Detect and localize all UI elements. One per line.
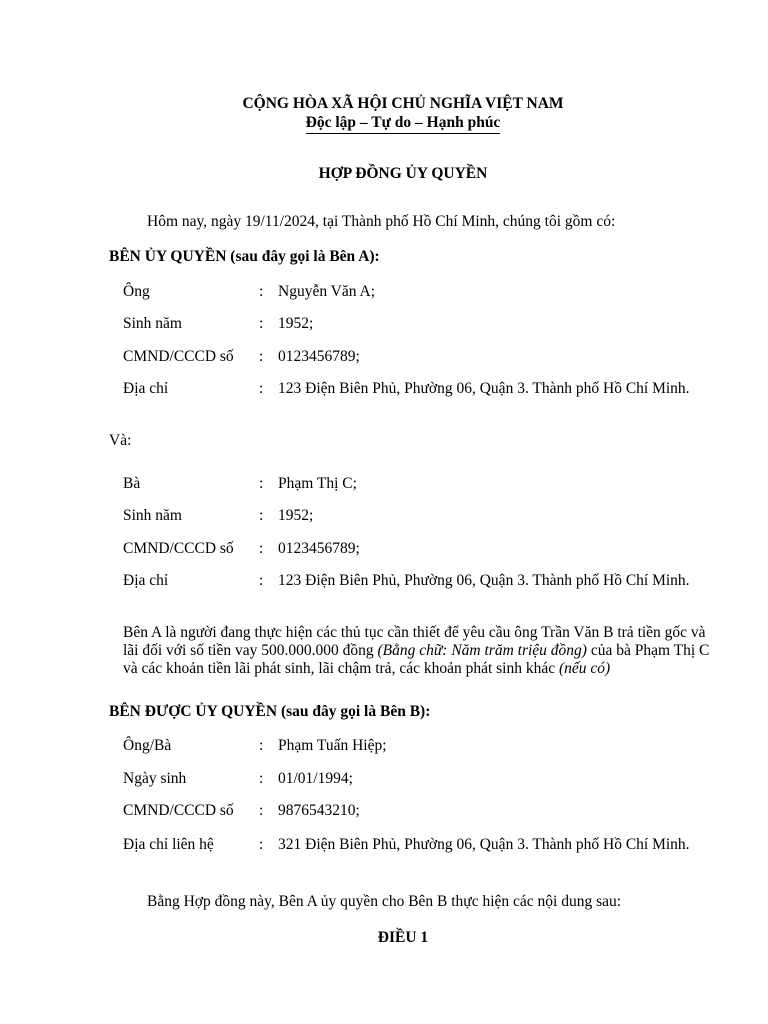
field-colon: : bbox=[259, 315, 264, 332]
field-label: CMND/CCCD số bbox=[123, 802, 234, 819]
party-a-description bbox=[123, 624, 713, 678]
field-value: 321 Điện Biên Phủ, Phường 06, Quận 3. Thành phố Hồ Chí Minh. bbox=[278, 836, 690, 853]
field-value: 0123456789; bbox=[278, 348, 360, 365]
field-colon: : bbox=[259, 802, 264, 819]
field-value: 1952; bbox=[278, 315, 314, 332]
field-label: Sinh năm bbox=[123, 315, 182, 332]
national-motto: Độc lập – Tự do – Hạnh phúc bbox=[306, 114, 501, 134]
and-label: Và: bbox=[109, 432, 132, 449]
field-label: CMND/CCCD số bbox=[123, 540, 234, 557]
article-1-heading: ĐIỀU 1 bbox=[377, 929, 429, 946]
field-value: 01/01/1994; bbox=[278, 770, 353, 787]
field-label: Sinh năm bbox=[123, 507, 182, 524]
description-text: Bên A là người đang thực hiện các thủ tục cần thiết để yêu cầu ông Trần Văn B trả tiền gốc và lãi đối với số tiền vay 500.000.000 đồng bbox=[123, 624, 706, 659]
field-label: Địa chỉ liên hệ bbox=[123, 836, 214, 853]
field-label: Ông bbox=[123, 283, 150, 300]
field-value: Phạm Thị C; bbox=[278, 475, 357, 492]
field-colon: : bbox=[259, 572, 264, 589]
field-value: 1952; bbox=[278, 507, 314, 524]
field-colon: : bbox=[259, 540, 264, 557]
field-label: Địa chỉ bbox=[123, 380, 169, 397]
national-motto-wrap bbox=[0, 114, 768, 134]
field-label: Địa chỉ bbox=[123, 572, 169, 589]
party-a-heading: BÊN ỦY QUYỀN (sau đây gọi là Bên A): bbox=[109, 248, 380, 265]
field-colon: : bbox=[259, 380, 264, 397]
field-value: 9876543210; bbox=[278, 802, 360, 819]
country-name: CỘNG HÒA XÃ HỘI CHỦ NGHĨA VIỆT NAM bbox=[242, 95, 564, 112]
field-colon: : bbox=[259, 770, 264, 787]
closing-text: Bằng Hợp đồng này, Bên A ủy quyền cho Bên B thực hiện các nội dung sau: bbox=[147, 893, 622, 910]
field-colon: : bbox=[259, 836, 264, 853]
field-value: 123 Điện Biên Phủ, Phường 06, Quận 3. Thành phố Hồ Chí Minh. bbox=[278, 572, 690, 589]
description-amount-in-words: (Bằng chữ: Năm trăm triệu đồng) bbox=[377, 642, 587, 659]
field-label: Bà bbox=[123, 475, 141, 492]
field-label: Ông/Bà bbox=[123, 737, 172, 754]
field-colon: : bbox=[259, 283, 264, 300]
field-colon: : bbox=[259, 348, 264, 365]
party-b-heading: BÊN ĐƯỢC ỦY QUYỀN (sau đây gọi là Bên B): bbox=[109, 703, 431, 720]
field-colon: : bbox=[259, 507, 264, 524]
description-text: của bà Phạm Thị C và các khoản tiền lãi phát sinh, lãi chậm trả, các khoản phát sinh khác bbox=[123, 642, 710, 677]
field-label: CMND/CCCD số bbox=[123, 348, 234, 365]
field-label: Ngày sinh bbox=[123, 770, 187, 787]
field-value: 0123456789; bbox=[278, 540, 360, 557]
field-colon: : bbox=[259, 475, 264, 492]
field-value: Nguyễn Văn A; bbox=[278, 283, 376, 300]
field-value: 123 Điện Biên Phủ, Phường 06, Quận 3. Thành phố Hồ Chí Minh. bbox=[278, 380, 690, 397]
field-colon: : bbox=[259, 737, 264, 754]
document-title: HỢP ĐỒNG ỦY QUYỀN bbox=[318, 165, 488, 182]
field-value: Phạm Tuấn Hiệp; bbox=[278, 737, 387, 754]
description-if-any: (nếu có) bbox=[559, 660, 611, 677]
intro-text: Hôm nay, ngày 19/11/2024, tại Thành phố Hồ Chí Minh, chúng tôi gồm có: bbox=[147, 213, 616, 230]
